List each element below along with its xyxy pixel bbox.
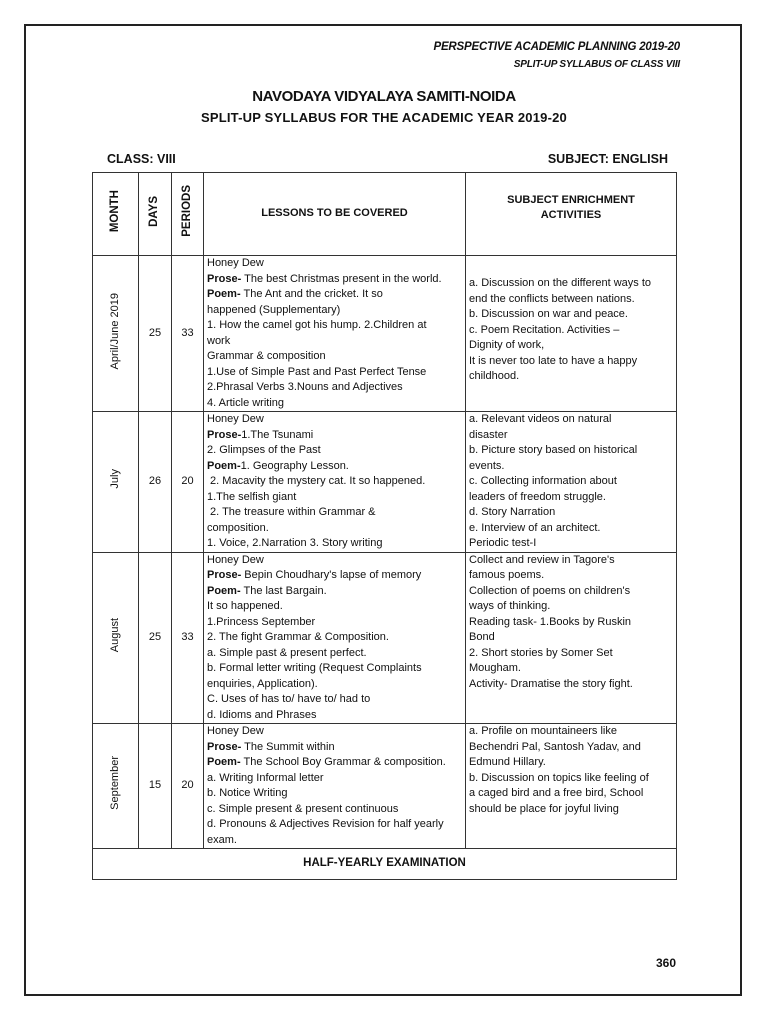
lesson-line: d. Idioms and Phrases (207, 708, 317, 721)
lesson-line: b. Formal letter writing (Request Complaints (207, 662, 422, 674)
lesson-line: Poem- The last Bargain. (207, 584, 327, 597)
activity-line: Activity- Dramatise the story fight. (469, 677, 633, 690)
lesson-line: b. Notice Writing (207, 787, 288, 799)
header-lessons: LESSONS TO BE COVERED (204, 173, 466, 256)
activity-line: leaders of freedom struggle. (469, 490, 606, 503)
activity-line: famous poems. (469, 569, 545, 581)
table-row (93, 552, 677, 724)
lesson-line: Poem- The School Boy Grammar & composition. (207, 756, 446, 768)
activity-line: events. (469, 459, 505, 472)
lesson-line: enquiries, Application). (207, 677, 318, 690)
table-row (93, 724, 677, 849)
lesson-line: 1. How the camel got his hump. 2.Children at (207, 319, 427, 331)
syllabus-table (92, 172, 677, 880)
table-row (93, 412, 677, 553)
activity-line: childhood. (469, 370, 520, 382)
month-cell: September (93, 724, 139, 849)
header-month: MONTH (93, 173, 139, 256)
activity-line: Collect and review in Tagore's (469, 553, 615, 566)
lesson-line: 4. Article writing (207, 396, 285, 409)
activities-cell (466, 256, 677, 412)
document-title: NAVODAYA VIDYALAYA SAMITI-NOIDA (252, 88, 516, 105)
lesson-line: Grammar & composition (207, 350, 326, 362)
lessons-cell (204, 256, 466, 412)
header-planning-title: PERSPECTIVE ACADEMIC PLANNING 2019-20 (433, 41, 680, 53)
subject-label: SUBJECT: ENGLISH (547, 152, 668, 166)
lesson-line: 2.Phrasal Verbs 3.Nouns and Adjectives (207, 381, 403, 393)
periods-cell: 33 (172, 552, 204, 724)
header-class-syllabus: SPLIT-UP SYLLABUS OF CLASS VIII (513, 59, 680, 70)
lesson-line: Honey Dew (207, 725, 264, 737)
lesson-line: 1.The selfish giant (207, 490, 297, 503)
lesson-line: 2. The fight Grammar & Composition. (207, 631, 389, 643)
activity-line: disaster (469, 428, 508, 441)
lesson-line: 1.Princess September (207, 615, 316, 628)
lesson-line: happened (Supplementary) (207, 303, 341, 316)
activity-line: should be place for joyful living (469, 802, 619, 815)
periods-cell: 33 (172, 256, 204, 412)
activity-line: Dignity of work, (469, 339, 545, 351)
activity-line: Collection of poems on children's (469, 584, 631, 597)
activity-line: Edmund Hillary. (469, 756, 546, 768)
table-footer-row (93, 849, 677, 880)
activity-line: e. Interview of an architect. (469, 521, 601, 534)
table-row (93, 256, 677, 412)
lesson-line: Poem-1. Geography Lesson. (207, 459, 349, 472)
month-cell: April/June 2019 (93, 256, 139, 412)
month-cell: August (93, 552, 139, 724)
lesson-line: C. Uses of has to/ have to/ had to (207, 693, 371, 705)
activity-line: a caged bird and a free bird, School (469, 787, 644, 799)
activity-line: Bond (469, 631, 495, 643)
activities-cell (466, 552, 677, 724)
days-cell: 26 (139, 412, 172, 553)
lesson-line: 2. Glimpses of the Past (207, 444, 321, 456)
lesson-line: Prose- The best Christmas present in the world. (207, 272, 442, 285)
lesson-line: c. Simple present & present continuous (207, 802, 399, 815)
activity-line: end the conflicts between nations. (469, 292, 635, 305)
activities-cell (466, 724, 677, 849)
lesson-line: 2. Macavity the mystery cat. It so happened. (207, 475, 426, 487)
days-cell: 25 (139, 552, 172, 724)
activity-line: a. Relevant videos on natural (469, 413, 612, 425)
lesson-line: Prose- Bepin Choudhary's lapse of memory (207, 569, 422, 581)
lesson-line: a. Writing Informal letter (207, 771, 324, 784)
activity-line: b. Discussion on war and peace. (469, 308, 628, 320)
activity-line: b. Discussion on topics like feeling of (469, 771, 649, 784)
activity-line: Bechendri Pal, Santosh Yadav, and (469, 740, 641, 753)
activity-line: c. Poem Recitation. Activities – (469, 323, 620, 336)
page-number: 360 (655, 956, 676, 970)
lesson-line: composition. (207, 521, 269, 534)
header-periods: PERIODS (172, 173, 204, 256)
lesson-line: Honey Dew (207, 257, 264, 269)
header-activities: SUBJECT ENRICHMENT ACTIVITIES (466, 173, 677, 256)
document-subtitle: SPLIT-UP SYLLABUS FOR THE ACADEMIC YEAR 2019-20 (200, 110, 567, 125)
days-cell: 15 (139, 724, 172, 849)
table-header-row (93, 173, 677, 256)
lesson-line: 2. The treasure within Grammar & (207, 506, 376, 518)
lesson-line: Honey Dew (207, 553, 264, 566)
half-yearly-exam-label: HALF-YEARLY EXAMINATION (93, 849, 677, 880)
lesson-line: It so happened. (207, 600, 283, 612)
lesson-line: a. Simple past & present perfect. (207, 646, 367, 659)
lesson-line: Honey Dew (207, 413, 264, 425)
periods-cell: 20 (172, 724, 204, 849)
month-cell: July (93, 412, 139, 553)
lesson-line: Prose- The Summit within (207, 740, 335, 753)
lesson-line: 1. Voice, 2.Narration 3. Story writing (207, 537, 383, 549)
lesson-line: work (207, 334, 231, 347)
days-cell: 25 (139, 256, 172, 412)
activity-line: Periodic test-I (469, 537, 537, 549)
periods-cell: 20 (172, 412, 204, 553)
lessons-cell (204, 412, 466, 553)
class-label: CLASS: VIII (107, 152, 176, 166)
lessons-cell (204, 552, 466, 724)
lesson-line: Prose-1.The Tsunami (207, 428, 314, 441)
activities-cell (466, 412, 677, 553)
activity-line: a. Profile on mountaineers like (469, 725, 617, 737)
activity-line: d. Story Narration (469, 506, 556, 518)
activity-line: It is never too late to have a happy (469, 354, 638, 367)
activity-line: a. Discussion on the different ways to (469, 277, 652, 289)
lesson-line: Poem- The Ant and the cricket. It so (207, 288, 383, 300)
activity-line: 2. Short stories by Somer Set (469, 646, 613, 659)
activity-line: ways of thinking. (469, 600, 551, 612)
lesson-line: exam. (207, 833, 237, 846)
activity-line: Mougham. (469, 662, 521, 674)
activity-line: c. Collecting information about (469, 475, 617, 487)
header-days: DAYS (139, 173, 172, 256)
lesson-line: d. Pronouns & Adjectives Revision for half yearly (207, 818, 444, 830)
lesson-line: 1.Use of Simple Past and Past Perfect Tense (207, 365, 427, 378)
activity-line: b. Picture story based on historical (469, 444, 638, 456)
activity-line: Reading task- 1.Books by Ruskin (469, 615, 632, 628)
lessons-cell (204, 724, 466, 849)
